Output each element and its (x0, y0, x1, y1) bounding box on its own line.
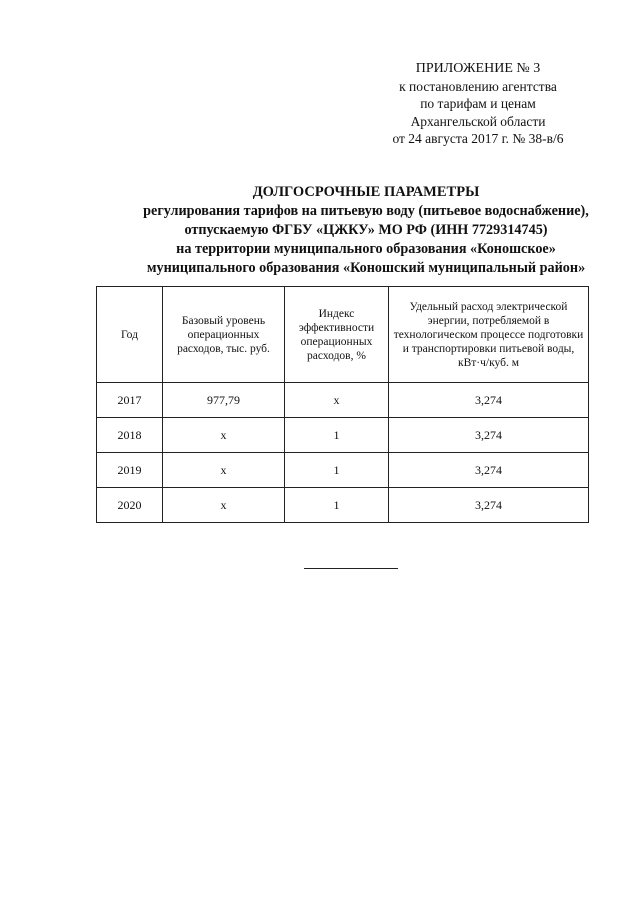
heading-line: на территории муниципального образования «Коношское» (176, 241, 556, 257)
document-title: ДОЛГОСРОЧНЫЕ ПАРАМЕТРЫ (252, 184, 480, 200)
appendix-line: от 24 августа 2017 г. № 38-в/6 (392, 131, 564, 146)
parameters-table (96, 286, 589, 523)
header-base-opex: Базовый уровень операционных расходов, тыс. руб. (163, 287, 285, 383)
heading-line: муниципального образования «Коношский муниципальный район» (146, 260, 586, 276)
cell-base-opex: х (163, 418, 285, 453)
cell-energy-consumption: 3,274 (389, 383, 589, 418)
appendix-line: Архангельской области (410, 113, 546, 129)
cell-year: 2019 (97, 453, 163, 488)
table-row (97, 418, 589, 453)
appendix-block (378, 60, 578, 148)
appendix-title: ПРИЛОЖЕНИЕ № 3 (415, 61, 541, 76)
heading-line: регулирования тарифов на питьевую воду (питьевое водоснабжение), (143, 203, 589, 219)
appendix-line: к постановлению агентства (399, 78, 557, 94)
table-header-row (97, 287, 589, 383)
cell-base-opex: х (163, 453, 285, 488)
cell-efficiency-index: 1 (285, 418, 389, 453)
cell-year: 2017 (97, 383, 163, 418)
cell-year: 2018 (97, 418, 163, 453)
cell-base-opex: х (163, 488, 285, 523)
table-row (97, 383, 589, 418)
cell-energy-consumption: 3,274 (389, 418, 589, 453)
table-row (97, 488, 589, 523)
cell-efficiency-index: х (285, 383, 389, 418)
header-efficiency-index: Индекс эффективности операционных расходов, % (285, 287, 389, 383)
cell-base-opex: 977,79 (163, 383, 285, 418)
cell-energy-consumption: 3,274 (389, 488, 589, 523)
header-energy-consumption: Удельный расход электрической энергии, потребляемой в технологическом процессе подготовки и транспортировки питьевой воды, кВт·ч/куб. м (389, 287, 589, 383)
heading-line: отпускаемую ФГБУ «ЦЖКУ» МО РФ (ИНН 7729314745) (184, 222, 548, 238)
cell-efficiency-index: 1 (285, 453, 389, 488)
appendix-line: по тарифам и ценам (420, 96, 536, 111)
cell-efficiency-index: 1 (285, 488, 389, 523)
end-divider (304, 568, 398, 569)
table-row (97, 453, 589, 488)
header-year: Год (97, 287, 163, 383)
cell-year: 2020 (97, 488, 163, 523)
document-heading (96, 183, 636, 278)
cell-energy-consumption: 3,274 (389, 453, 589, 488)
